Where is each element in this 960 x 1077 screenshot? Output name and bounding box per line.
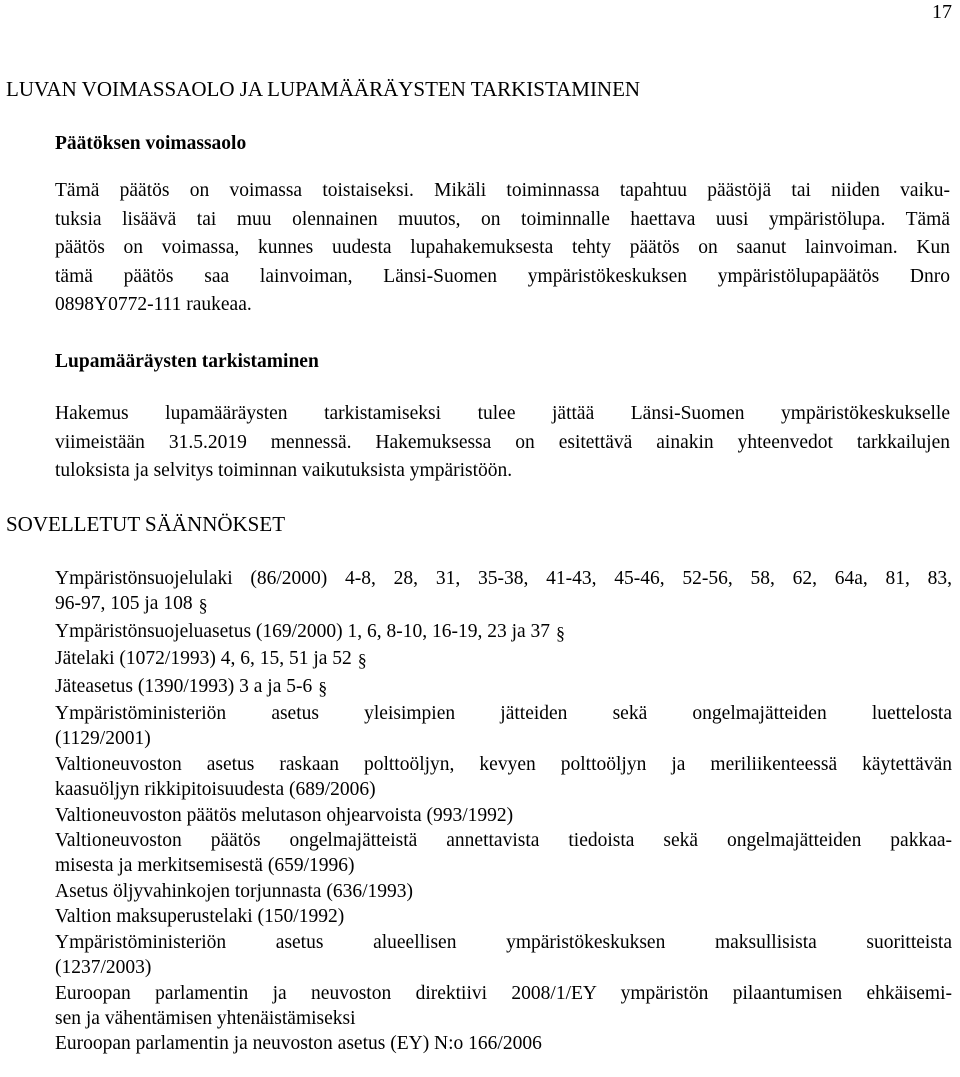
paragraph-mark-symbol: § bbox=[556, 622, 566, 643]
list-item-text: Jäteasetus (1390/1993) 3 a ja 5-6 bbox=[55, 675, 313, 697]
text-line: tämä päätös saa lainvoiman, Länsi-Suomen ympäristökeskuksen ympäristölupapäätös Dnro bbox=[55, 265, 950, 287]
section-heading-applied-regulations: SOVELLETUT SÄÄNNÖKSET bbox=[6, 512, 286, 536]
paragraph-mark-symbol: § bbox=[198, 595, 208, 616]
regulations-list bbox=[55, 566, 952, 1057]
page-number: 17 bbox=[932, 1, 952, 23]
paragraph-mark-symbol: § bbox=[357, 650, 367, 671]
list-item: Euroopan parlamentin ja neuvoston direktiivi 2008/1/EY ympäristön pilaantumisen ehkäisemi- bbox=[55, 982, 952, 1004]
paragraph-permit-review bbox=[55, 400, 950, 486]
list-item bbox=[55, 646, 952, 673]
subheading-permit-review: Lupamääräysten tarkistaminen bbox=[55, 351, 319, 372]
list-item bbox=[55, 674, 952, 701]
list-item-text: Jätelaki (1072/1993) 4, 6, 15, 51 ja 52 bbox=[55, 648, 352, 670]
section-heading-permit-validity: LUVAN VOIMASSAOLO JA LUPAMÄÄRÄYSTEN TARKISTAMINEN bbox=[6, 77, 641, 101]
text-line: viimeistään 31.5.2019 mennessä. Hakemuksessa on esitettävä ainakin yhteenvedot tarkkailujen bbox=[55, 431, 950, 453]
text-line: Tämä päätös on voimassa toistaiseksi. Mikäli toiminnassa tapahtuu päästöjä tai niiden vaiku- bbox=[55, 180, 950, 201]
list-item-text: Ympäristönsuojeluasetus (169/2000) 1, 6, 8-10, 16-19, 23 ja 37 bbox=[55, 620, 551, 642]
text-line: tuksia lisäävä tai muu olennainen muutos, on toiminnalle haettava uusi ympäristölupa. Tämä bbox=[55, 208, 950, 230]
list-item: Asetus öljyvahinkojen torjunnasta (636/1993) bbox=[55, 880, 413, 902]
paragraph-mark-symbol: § bbox=[318, 677, 328, 698]
list-item: Ympäristönsuojelulaki (86/2000) 4-8, 28, 31, 35-38, 41-43, 45-46, 52-56, 58, 62, 64a, 81, 83, bbox=[55, 568, 952, 589]
list-item: Ympäristöministeriön asetus yleisimpien jätteiden sekä ongelmajätteiden luettelosta bbox=[55, 703, 952, 725]
list-item-text: 96-97, 105 ja 108 bbox=[55, 593, 193, 615]
list-item: Valtion maksuperustelaki (150/1992) bbox=[55, 906, 345, 928]
list-item: Ympäristöministeriön asetus alueellisen ympäristökeskuksen maksullisista suoritteista bbox=[55, 931, 952, 953]
list-item bbox=[55, 619, 952, 646]
list-item: Valtioneuvoston päätös ongelmajätteistä annettavista tiedoista sekä ongelmajätteiden pakkaa- bbox=[55, 830, 952, 852]
list-item: (1129/2001) bbox=[55, 728, 151, 750]
list-item: Valtioneuvoston asetus raskaan polttoöljyn, kevyen polttoöljyn ja meriliikenteessä käytettävän bbox=[55, 753, 952, 775]
text-line: 0898Y0772-111 raukeaa. bbox=[55, 294, 252, 315]
list-item: kaasuöljyn rikkipitoisuudesta (689/2006) bbox=[55, 779, 376, 801]
text-line: tuloksista ja selvitys toiminnan vaikutuksista ympäristöön. bbox=[55, 460, 513, 481]
list-item: misesta ja merkitsemisestä (659/1996) bbox=[55, 855, 355, 877]
list-item: Valtioneuvoston päätös melutason ohjearvoista (993/1992) bbox=[55, 804, 514, 826]
list-item bbox=[55, 591, 952, 618]
text-line: päätös on voimassa, kunnes uudesta lupahakemuksesta tehty päätös on saanut lainvoiman. Kun bbox=[55, 237, 950, 258]
subheading-decision-validity: Päätöksen voimassaolo bbox=[55, 133, 247, 154]
text-line: Hakemus lupamääräysten tarkistamiseksi tulee jättää Länsi-Suomen ympäristökeskukselle bbox=[55, 403, 950, 424]
list-item: sen ja vähentämisen yhtenäistämiseksi bbox=[55, 1007, 356, 1029]
list-item: (1237/2003) bbox=[55, 957, 152, 979]
paragraph-decision-validity bbox=[55, 177, 950, 320]
list-item: Euroopan parlamentin ja neuvoston asetus (EY) N:o 166/2006 bbox=[55, 1033, 542, 1055]
